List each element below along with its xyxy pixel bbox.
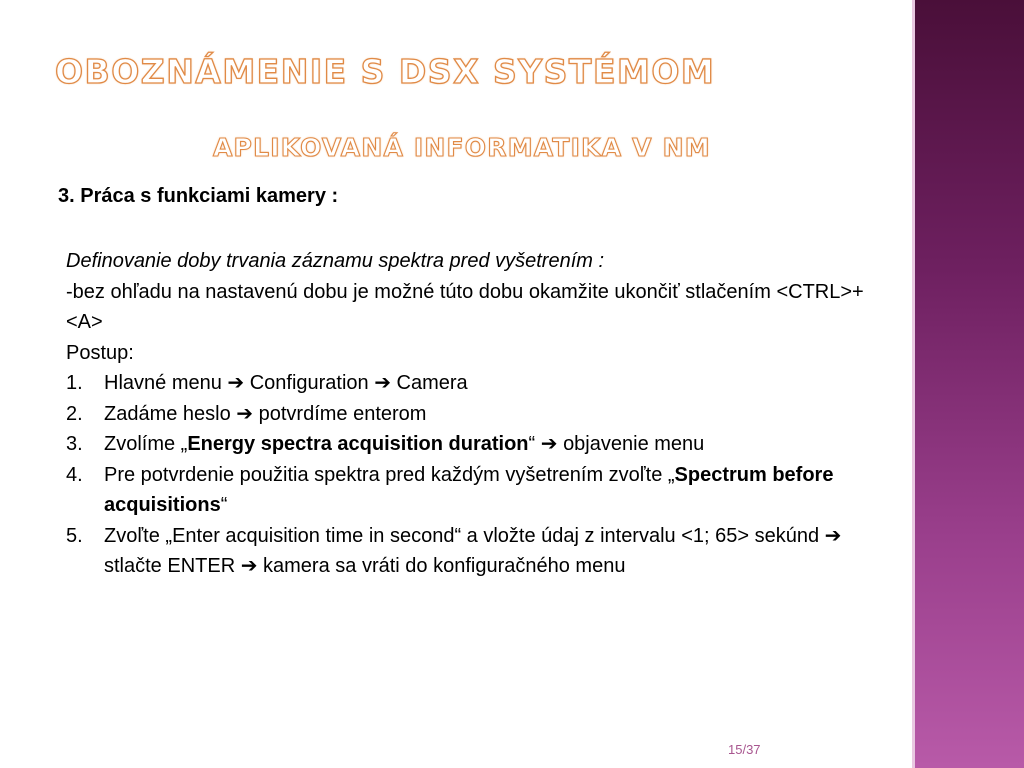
step-number: 4. [66, 463, 83, 486]
page-number: 15/37 [728, 742, 761, 757]
step-text-before: Pre potvrdenie použitia spektra pred každým vyšetrením zvoľte „ [104, 463, 675, 486]
list-item [66, 521, 866, 582]
intro-text: Definovanie doby trvania záznamu spektra pred vyšetrením : [66, 250, 605, 272]
list-item [66, 368, 866, 399]
slide-body [66, 246, 866, 582]
step-text: Zadáme heslo ➔ potvrdíme enterom [104, 402, 427, 425]
step-text-after: “ [220, 494, 228, 516]
step-text-bold: Energy spectra acquisition duration [187, 433, 529, 455]
step-text-before: Zvolíme „ [104, 433, 188, 455]
step-text-bold: Spectrum before acquisitions [104, 463, 834, 516]
list-item [66, 429, 866, 460]
procedure-steps [66, 368, 866, 582]
step-text-after: “ ➔ objavenie menu [528, 433, 705, 455]
step-text: Hlavné menu ➔ Configuration ➔ Camera [104, 372, 468, 394]
procedure-label: Postup: [66, 341, 134, 364]
step-number: 1. [66, 372, 83, 394]
step-number: 3. [66, 433, 83, 455]
list-item [66, 460, 866, 521]
slide-subtitle: APLIKOVANÁ INFORMATIKA V NM [213, 133, 711, 162]
slide-title: OBOZNÁMENIE S DSX SYSTÉMOM [55, 52, 716, 91]
section-heading: 3. Práca s funkciami kamery : [58, 185, 339, 207]
decorative-side-band [912, 0, 1024, 768]
step-text: Zvoľte „Enter acquisition time in second“ a vložte údaj z intervalu <1; 65> sekúnd ➔ stlačte ENTER ➔ kamera sa vráti do konfiguračného menu [104, 524, 842, 577]
note-text: -bez ohľadu na nastavenú dobu je možné túto dobu okamžite ukončiť stlačením <CTRL>+<A> [66, 280, 864, 333]
step-number: 5. [66, 524, 83, 547]
step-number: 2. [66, 402, 83, 425]
list-item [66, 399, 866, 430]
